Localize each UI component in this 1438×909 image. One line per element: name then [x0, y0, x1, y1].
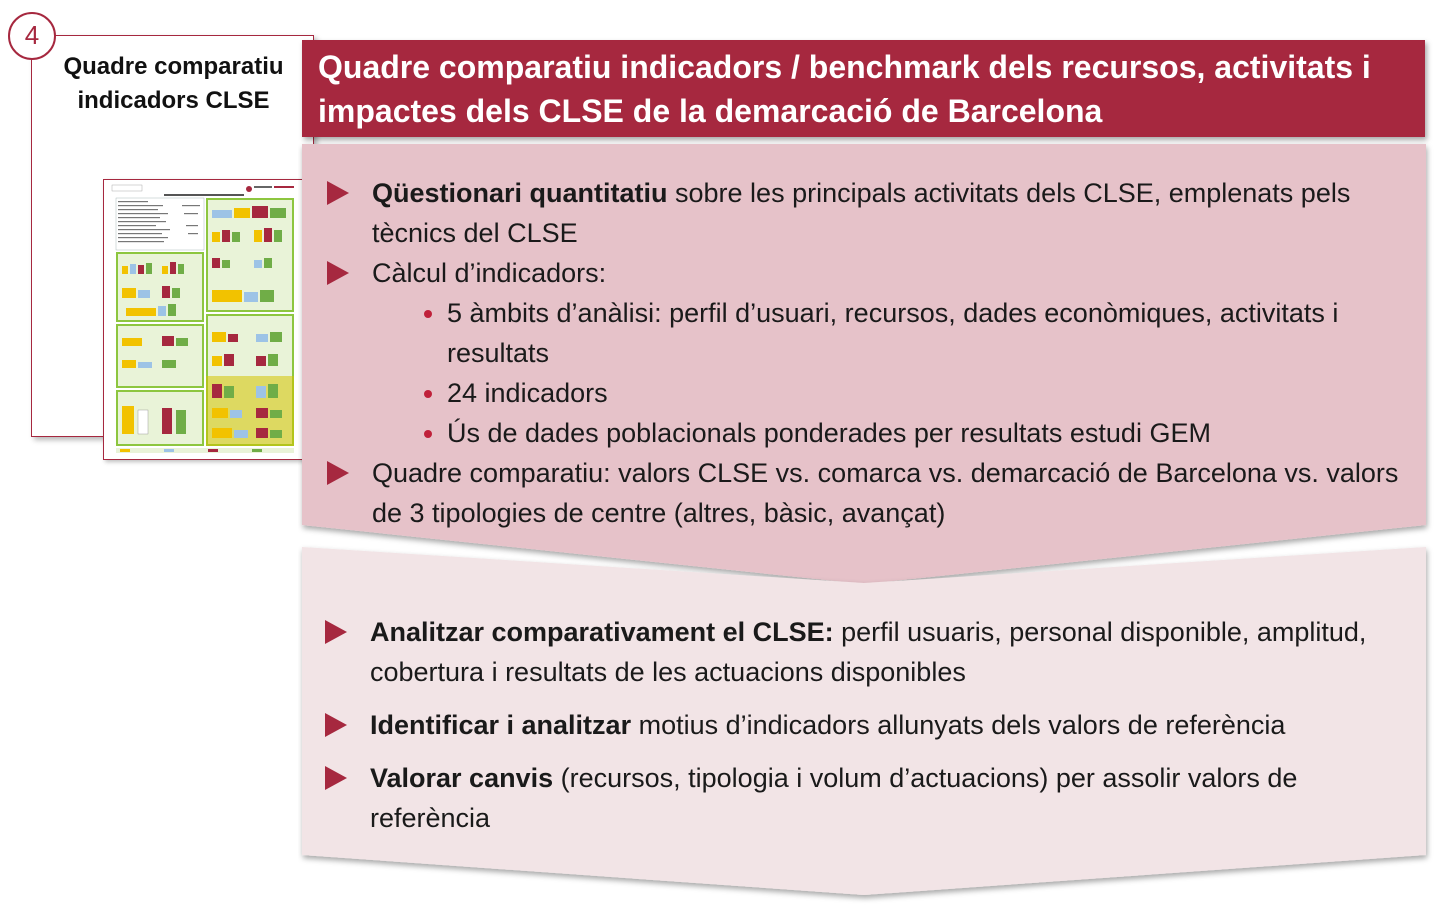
list-subitem: [327, 413, 1407, 453]
list-item-text: motius d’indicadors allunyats dels valors de referència: [631, 710, 1286, 740]
list-subitem: [327, 293, 1407, 373]
card-title: [32, 50, 315, 118]
top-bullet-list: [327, 173, 1407, 533]
dot-bullet-icon: [424, 430, 432, 438]
triangle-bullet-icon: [327, 261, 349, 285]
list-item: [325, 758, 1415, 838]
header-title: [318, 45, 1413, 133]
list-item-text: Càlcul d’indicadors:: [372, 258, 607, 288]
list-item-bold: Valorar canvis: [370, 763, 554, 793]
header-banner: [302, 40, 1425, 137]
list-subitem-text: 24 indicadors: [447, 378, 608, 408]
header-title-line2: impactes dels CLSE de la demarcació de Barcelona: [318, 93, 1103, 129]
triangle-bullet-icon: [327, 461, 349, 485]
triangle-bullet-icon: [325, 713, 347, 737]
dot-bullet-icon: [424, 310, 432, 318]
list-item: [327, 253, 1407, 293]
bottom-bullet-list: [325, 612, 1415, 851]
list-item-bold: Qüestionari quantitatiu: [372, 178, 668, 208]
list-subitem-text: 5 àmbits d’anàlisi: perfil d’usuari, recursos, dades econòmiques, activitats i resultats: [447, 298, 1339, 368]
list-subitem: [327, 373, 1407, 413]
list-item: [325, 705, 1415, 745]
list-item-text: sobre les principals activitats dels CLSE, emplenats pels tècnics del CLSE: [372, 178, 1351, 248]
list-item-bold: Identificar i analitzar: [370, 710, 632, 740]
list-item: [327, 453, 1407, 533]
card-title-line2: indicadors CLSE: [77, 87, 270, 114]
list-item: [325, 612, 1415, 692]
list-item: [327, 173, 1407, 253]
triangle-bullet-icon: [327, 181, 349, 205]
list-item-bold: Analitzar comparativament el CLSE:: [370, 617, 834, 647]
document-thumbnail: [103, 179, 306, 460]
triangle-bullet-icon: [325, 766, 347, 790]
document-card: [31, 35, 314, 437]
header-title-line1: Quadre comparatiu indicadors / benchmark dels recursos, activitats i: [318, 49, 1371, 85]
triangle-bullet-icon: [325, 620, 347, 644]
step-number-badge: 4: [8, 12, 56, 60]
dot-bullet-icon: [424, 390, 432, 398]
list-item-text: perfil usuaris, personal disponible, amplitud, cobertura i resultats de les actuacions disponibles: [370, 617, 1367, 687]
list-item-text: Quadre comparatiu: valors CLSE vs. comarca vs. demarcació de Barcelona vs. valors de 3 tipologies de centre (altres, bàsic, avançat): [372, 458, 1399, 528]
document-thumbnail-image: [104, 180, 304, 458]
list-item-text: (recursos, tipologia i volum d’actuacions) per assolir valors de referència: [370, 763, 1298, 833]
card-title-line1: Quadre comparatiu: [63, 53, 284, 80]
list-subitem-text: Ús de dades poblacionals ponderades per resultats estudi GEM: [447, 418, 1211, 448]
